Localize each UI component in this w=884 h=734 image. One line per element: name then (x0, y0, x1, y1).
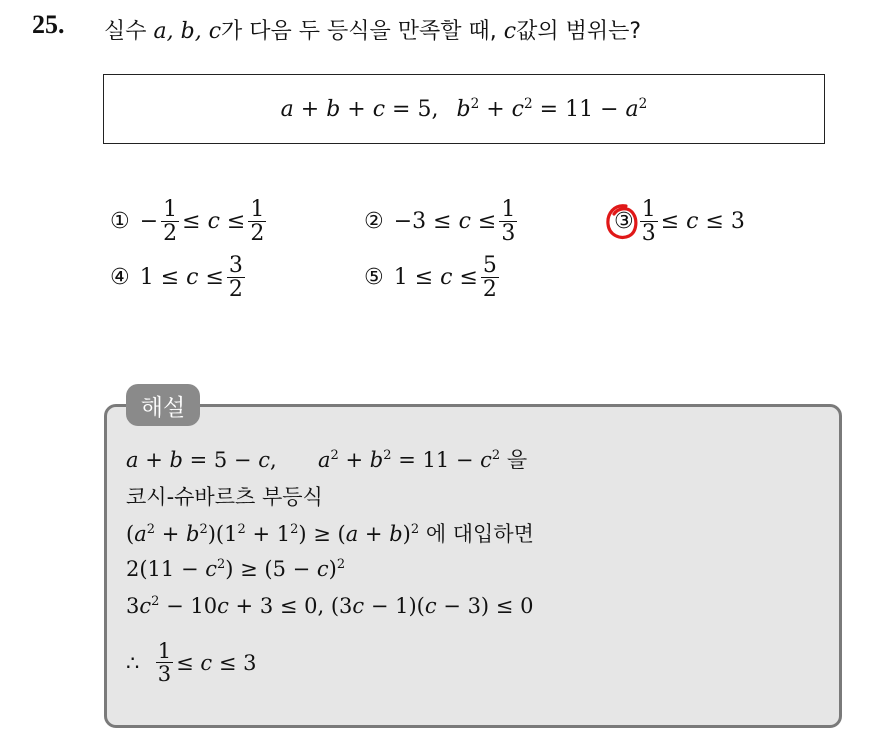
solution-label: 해설 (126, 384, 200, 426)
question-number: 25. (32, 10, 65, 39)
solution-line-4: $2(11 - c^2) \ge (5 - c)^2$ (126, 557, 346, 581)
choice-5-marker: ⑤ (364, 265, 384, 291)
choice-4-marker: ④ (110, 265, 130, 291)
choice-1[interactable]: ① − $\frac{1}{2}$ ≤ c ≤ $\frac{1}{2}$ (110, 197, 265, 247)
question-text (104, 14, 641, 45)
solution-line-5: $3c^2 - 10c + 3 \le 0$, (3c − 1)(c − 3) ≤ 0 (126, 594, 534, 618)
therefore-icon: ∴ (126, 650, 140, 675)
choice-3-marker: ③ (614, 209, 634, 235)
choice-2-marker: ② (364, 209, 384, 235)
question-vars: a, b, c (153, 19, 222, 44)
equation-2: $b^2 + c^2 = 11 - a^2$ (456, 95, 648, 122)
question-mid: 가 다음 두 등식을 만족할 때, (221, 19, 497, 44)
solution-line-3: $(a^2 + b^2)(1^2 + 1^2) \ge (a + b)^2$ 에 대입하면 (126, 522, 534, 546)
question-suffix: 값의 범위는? (516, 19, 642, 44)
choice-3[interactable]: ③ $\frac{1}{3}$ ≤ c ≤ 3 (614, 197, 745, 247)
choice-4[interactable]: ④ 1 ≤ c ≤ $\frac{3}{2}$ (110, 253, 243, 303)
selected-answer-circle-icon (604, 202, 640, 242)
solution-line-6: ∴ $\frac{1}{3}$ ≤ c ≤ 3 (126, 639, 257, 687)
solution-line-1: a + b = 5 − c, $a^2 + b^2 = 11 - c^2$ 을 (126, 448, 528, 472)
solution-line-2: 코시-슈바르츠 부등식 (126, 485, 323, 509)
choice-1-marker: ① (110, 209, 130, 235)
question-prefix: 실수 (104, 19, 147, 44)
equation-1: a + b + c = 5, (280, 96, 439, 122)
question-var2: c (503, 19, 517, 44)
choice-5[interactable]: ⑤ 1 ≤ c ≤ $\frac{5}{2}$ (364, 253, 497, 303)
equation-box (103, 74, 825, 144)
choice-2[interactable]: ② −3 ≤ c ≤ $\frac{1}{3}$ (364, 197, 516, 247)
